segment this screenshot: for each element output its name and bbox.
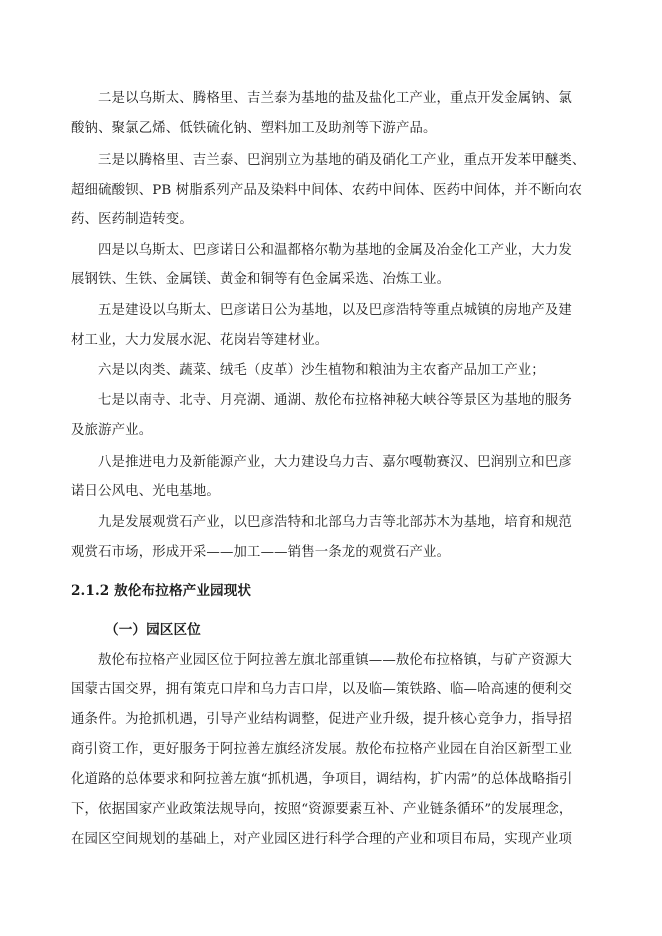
- text-line: 七是以南寺、北寺、月亮湖、通湖、敖伦布拉格神秘大峡谷等景区为基地的服务: [98, 393, 572, 408]
- text-line: 九是发展观赏石产业，以巴彦浩特和北部乌力吉等北部苏木为基地，培育和规范: [98, 515, 572, 530]
- text-line: 超细硫酸钡、PB 树脂系列产品及染料中间体、农药中间体、医药中间体，并不断向农: [71, 183, 583, 198]
- text-line: 酸钠、聚氯乙烯、低铁硫化钠、塑料加工及助剂等下游产品。: [71, 121, 437, 136]
- subsection-heading: （一）园区区位: [105, 622, 201, 638]
- text-line: 展钢铁、生铁、金属镁、黄金和铜等有色金属采选、冶炼工业。: [71, 272, 451, 287]
- text-line: 及旅游产业。: [71, 423, 153, 438]
- text-line: 药、医药制造转变。: [71, 212, 193, 227]
- text-line: 材工业，大力发展水泥、花岗岩等建材业。: [71, 333, 329, 348]
- text-line: 诺日公风电、光电基地。: [71, 484, 220, 499]
- text-line: 观赏石市场，形成开采——加工——销售一条龙的观赏石产业。: [71, 545, 451, 560]
- text-line: 通条件。为抢抓机遇，引导产业结构调整，促进产业升级，提升核心竞争力，指导招: [71, 712, 573, 727]
- text-line: 化道路的总体要求和阿拉善左旗“抓机遇，争项目，调结构，扩内需”的总体战略指引: [71, 772, 573, 787]
- text-line: 国蒙古国交界，拥有策克口岸和乌力吉口岸，以及临—策铁路、临—哈高速的便利交: [71, 682, 573, 697]
- text-line: 在园区空间规划的基础上，对产业园区进行科学合理的产业和项目布局，实现产业项: [71, 832, 573, 847]
- text-line: 四是以乌斯太、巴彦诺日公和温都格尔勒为基地的金属及冶金化工产业，大力发: [98, 243, 572, 258]
- section-heading: 2.1.2 敖伦布拉格产业园现状: [71, 583, 252, 599]
- text-line: 六是以肉类、蔬菜、绒毛（皮革）沙生植物和粮油为主农畜产品加工产业；: [98, 363, 545, 378]
- text-line: 敖伦布拉格产业园区位于阿拉善左旗北部重镇——敖伦布拉格镇，与矿产资源大: [98, 653, 572, 668]
- text-line: 五是建设以乌斯太、巴彦诺日公为基地，以及巴彦浩特等重点城镇的房地产及建: [98, 303, 572, 318]
- text-line: 三是以腾格里、吉兰泰、巴润别立为基地的硝及硝化工产业，重点开发苯甲醚类、: [98, 153, 586, 168]
- text-line: 八是推进电力及新能源产业，大力建设乌力吉、嘉尔嘎勒赛汉、巴润别立和巴彦: [98, 455, 572, 470]
- text-line: 下，依据国家产业政策法规导向，按照“资源要素互补、产业链条循环”的发展理念，: [71, 802, 573, 817]
- text-line: 二是以乌斯太、腾格里、吉兰泰为基地的盐及盐化工产业，重点开发金属钠、氯: [98, 91, 572, 106]
- text-line: 商引资工作，更好服务于阿拉善左旗经济发展。敖伦布拉格产业园在自治区新型工业: [71, 742, 573, 757]
